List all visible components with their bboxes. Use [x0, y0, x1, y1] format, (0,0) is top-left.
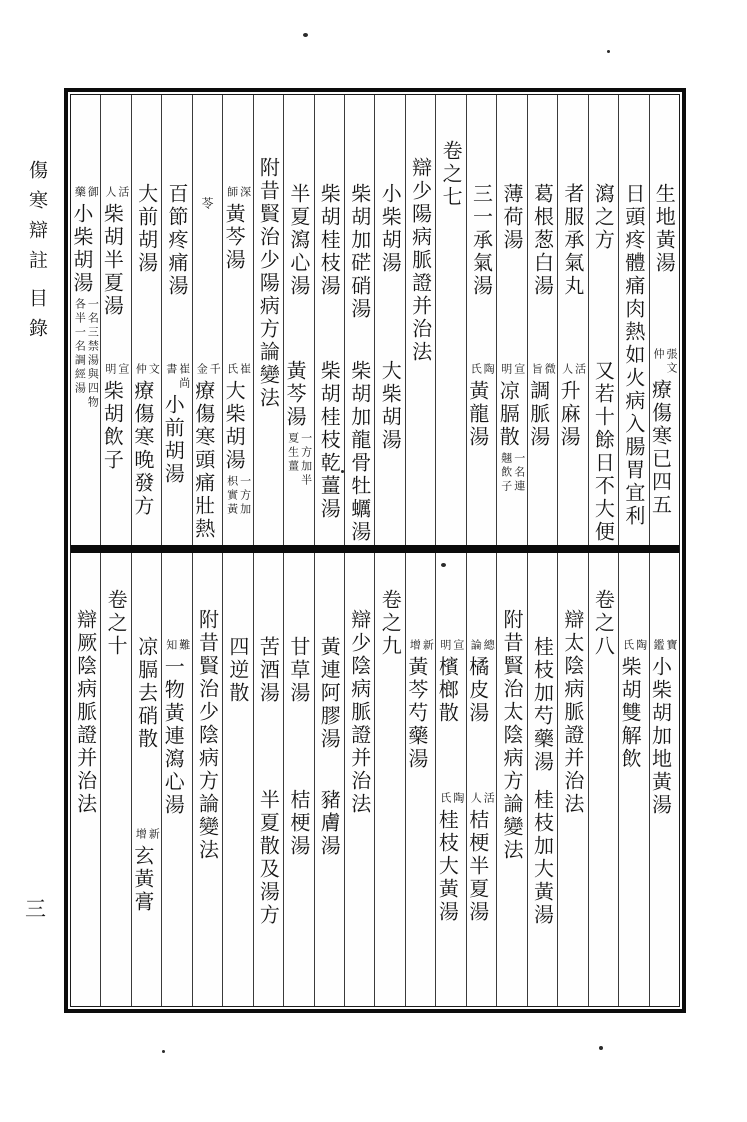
- toc-entry: [591, 360, 616, 544]
- toc-entry: [73, 609, 98, 816]
- annotation-text: 知: [164, 639, 178, 653]
- rx-text: 瀉之方: [591, 183, 616, 252]
- margin-section-label: 目錄: [26, 288, 48, 348]
- annotation-text: 總: [482, 639, 496, 653]
- scan-speck: [162, 1050, 165, 1053]
- toc-entry: [469, 183, 494, 298]
- annotation-pair: [500, 452, 526, 494]
- annotation-text: 崔: [238, 363, 252, 377]
- toc-column: [161, 95, 191, 545]
- toc-entry: [134, 636, 159, 751]
- rx-text: 凉膈散: [496, 380, 521, 449]
- toc-entry: [404, 636, 435, 771]
- toc-entry: [286, 636, 311, 705]
- toc-column: [496, 553, 526, 1006]
- toc-entry: [198, 197, 217, 211]
- rx-text: 大柴胡湯: [222, 380, 247, 472]
- rx-text: 三一承氣湯: [469, 183, 494, 298]
- toc-column: [405, 95, 435, 545]
- toc-column: [496, 95, 526, 545]
- toc-entry: [191, 360, 222, 541]
- toc-upper-half: [71, 95, 679, 545]
- rx-text: 柴胡雙解飲: [618, 656, 643, 771]
- annotation-pair: [165, 363, 191, 391]
- rx-text: 黃芩湯: [222, 203, 247, 272]
- annotation-text: 陶: [634, 639, 648, 653]
- toc-entry: [163, 636, 191, 817]
- annotation-text: 明: [438, 639, 452, 653]
- annotation-text: 氏: [225, 363, 239, 377]
- toc-entry: [256, 636, 281, 705]
- rx-text: 玄黃膏: [130, 845, 155, 914]
- half-divider: [71, 545, 679, 553]
- annotation-text: 深: [238, 186, 252, 200]
- toc-column: [618, 553, 648, 1006]
- rx-text: 豬膚湯: [317, 789, 342, 858]
- annotation-text: 氏: [621, 639, 635, 653]
- toc-entry: [530, 636, 555, 774]
- small-note: 苓: [199, 197, 214, 211]
- toc-column: [314, 95, 344, 545]
- rx-text: 小柴胡加地黃湯: [648, 656, 673, 817]
- annotation-pair: [226, 186, 252, 200]
- toc-column: [71, 95, 100, 545]
- toc-entry: [437, 789, 465, 924]
- rx-text: 小柴胡湯: [69, 203, 94, 295]
- rx-text: 柴胡桂枝湯: [317, 183, 342, 298]
- rx-text: 辯少陰病脈證并治法: [347, 609, 372, 816]
- toc-entry: [378, 360, 403, 452]
- toc-entry: [620, 636, 648, 771]
- annotation-text: 明: [499, 363, 513, 377]
- toc-entry: [102, 183, 130, 318]
- toc-column: [649, 95, 679, 545]
- rx-text: 黃連阿膠湯: [317, 636, 342, 751]
- toc-column: [435, 553, 465, 1006]
- annotation-text: 一方加半: [299, 432, 313, 488]
- rx-text: 療傷寒晚發方: [130, 380, 155, 518]
- toc-entry: [591, 589, 616, 658]
- annotation-text: 崔尚: [177, 363, 191, 391]
- toc-entry: [648, 636, 679, 817]
- rx-text: 檳榔散: [435, 656, 460, 725]
- annotation-text: 寶: [665, 639, 679, 653]
- annotation-text: 人: [560, 363, 574, 377]
- toc-entry: [104, 589, 129, 658]
- rx-text: 桂枝加芍藥湯: [530, 636, 555, 774]
- annotation-text: 宣: [116, 363, 130, 377]
- annotation-pair: [73, 186, 99, 200]
- rx-text: 苦酒湯: [256, 636, 281, 705]
- annotation-text: 增: [134, 828, 148, 842]
- book-frame: [64, 88, 686, 1013]
- annotation-text: 張文: [665, 348, 679, 376]
- toc-entry: [652, 183, 677, 275]
- rx-text: 附昔賢治少陰病方論變法: [195, 609, 220, 862]
- annotation-pair: [469, 792, 495, 806]
- annotation-text: 論: [469, 639, 483, 653]
- toc-entry: [224, 360, 252, 520]
- annotation-text: 仲: [134, 363, 148, 377]
- rx-text: 卷之七: [439, 140, 464, 209]
- annotation-text: 金: [195, 363, 209, 377]
- toc-column: [557, 95, 587, 545]
- annotation-text: 枳實黃: [225, 475, 239, 517]
- rx-text: 日頭疼體痛肉熱如火病入腸胃宜利: [621, 183, 646, 528]
- rx-text: 柴胡加硭硝湯: [347, 183, 372, 321]
- toc-column: [466, 95, 496, 545]
- toc-entry: [465, 789, 496, 924]
- annotation-text: 御: [86, 186, 100, 200]
- toc-entry: [560, 609, 585, 816]
- annotation-text: 藥: [73, 186, 87, 200]
- annotation-pair: [530, 363, 556, 377]
- toc-column: [344, 553, 374, 1006]
- toc-entry: [437, 636, 465, 725]
- toc-entry: [163, 360, 191, 486]
- annotation-pair: [73, 298, 99, 410]
- annotation-text: 鑑: [652, 639, 666, 653]
- rx-text: 大柴胡湯: [378, 360, 403, 452]
- scan-speck: [341, 470, 344, 473]
- toc-entry: [559, 360, 587, 449]
- toc-entry: [286, 183, 311, 298]
- toc-column: [131, 553, 161, 1006]
- annotation-text: 師: [225, 186, 239, 200]
- toc-column: [253, 95, 283, 545]
- annotation-text: 仲: [652, 348, 666, 362]
- toc-entry: [498, 360, 526, 497]
- annotation-pair: [226, 363, 252, 377]
- annotation-text: 一名三禁湯與四物: [86, 298, 100, 410]
- rx-text: 小前胡湯: [161, 394, 186, 486]
- toc-column: [344, 95, 374, 545]
- toc-entry: [648, 345, 679, 517]
- toc-entry: [526, 360, 557, 449]
- rx-text: 葛根葱白湯: [530, 183, 555, 298]
- annotation-text: 翹飲子: [499, 452, 513, 494]
- toc-column: [192, 95, 222, 545]
- annotation-pair: [226, 475, 252, 517]
- toc-column: [100, 553, 130, 1006]
- annotation-text: 宣: [451, 639, 465, 653]
- rx-text: 半夏瀉心湯: [286, 183, 311, 298]
- rx-text: 又若十餘日不大便: [591, 360, 616, 544]
- toc-entry: [225, 636, 250, 705]
- toc-entry: [256, 157, 281, 410]
- toc-entry: [502, 609, 522, 862]
- toc-entry: [130, 360, 161, 518]
- toc-entry: [102, 360, 130, 472]
- rx-text: 辯厥陰病脈證并治法: [73, 609, 98, 816]
- toc-entry: [465, 636, 496, 725]
- toc-column: [283, 95, 313, 545]
- scan-speck: [599, 1046, 603, 1050]
- toc-column: [71, 553, 100, 1006]
- annotation-pair: [439, 792, 465, 806]
- toc-entry: [591, 183, 616, 252]
- rx-text: 一物黃連瀉心湯: [161, 656, 186, 817]
- rx-text: 四逆散: [225, 636, 250, 705]
- annotation-text: 文: [147, 363, 161, 377]
- rx-text: 療傷寒已四五: [648, 379, 673, 517]
- annotation-text: 新: [147, 828, 161, 842]
- annotation-text: 千: [208, 363, 222, 377]
- rx-text: 百節疼痛湯: [165, 183, 190, 298]
- annotation-text: 人: [103, 186, 117, 200]
- rx-text: 卷之八: [591, 589, 616, 658]
- toc-entry: [439, 140, 464, 209]
- toc-entry: [165, 183, 190, 298]
- annotation-text: 增: [408, 639, 422, 653]
- rx-text: 者服承氣丸: [560, 183, 585, 298]
- rx-text: 薄荷湯: [500, 183, 524, 252]
- toc-entry: [347, 609, 372, 816]
- toc-entry: [224, 183, 252, 272]
- toc-column: [192, 553, 222, 1006]
- annotation-pair: [104, 363, 130, 377]
- toc-column: [314, 553, 344, 1006]
- rx-text: 附昔賢治少陽病方論變法: [256, 157, 281, 410]
- toc-column: [374, 553, 404, 1006]
- toc-entry: [347, 360, 372, 544]
- toc-column: [131, 95, 161, 545]
- annotation-pair: [165, 639, 191, 653]
- toc-column: [527, 95, 557, 545]
- toc-column: [222, 95, 252, 545]
- rx-text: 療傷寒頭痛壯熱: [191, 380, 216, 541]
- annotation-text: 微: [543, 363, 557, 377]
- rx-text: 桂枝大黃湯: [435, 809, 460, 924]
- rx-text: 半夏散及湯方: [256, 789, 281, 927]
- rx-text: 柴胡加龍骨牡蠣湯: [347, 360, 372, 544]
- rx-text: 甘草湯: [286, 636, 311, 705]
- toc-entry: [317, 360, 342, 521]
- toc-lower-half: [71, 553, 679, 1006]
- annotation-pair: [287, 432, 313, 488]
- annotation-pair: [561, 363, 587, 377]
- annotation-pair: [622, 639, 648, 653]
- folio-number: 三: [25, 897, 46, 921]
- toc-column: [527, 553, 557, 1006]
- toc-entry: [502, 183, 522, 252]
- rx-text: 辯太陰病脈證并治法: [560, 609, 585, 816]
- toc-entry: [378, 589, 403, 658]
- annotation-pair: [439, 639, 465, 653]
- toc-entry: [317, 183, 342, 298]
- toc-column: [649, 553, 679, 1006]
- rx-text: 卷之十: [104, 589, 129, 658]
- annotation-pair: [652, 348, 678, 376]
- toc-column: [466, 553, 496, 1006]
- annotation-text: 旨: [530, 363, 544, 377]
- toc-entry: [317, 636, 342, 751]
- rx-text: 柴胡半夏湯: [100, 203, 125, 318]
- annotation-pair: [408, 639, 434, 653]
- annotation-text: 宣: [512, 363, 526, 377]
- annotation-pair: [652, 639, 678, 653]
- toc-entry: [347, 183, 372, 321]
- scan-speck: [441, 563, 446, 567]
- toc-entry: [256, 789, 281, 927]
- toc-column: [222, 553, 252, 1006]
- toc-entry: [285, 360, 313, 491]
- scan-speck: [303, 33, 308, 37]
- annotation-text: 難: [177, 639, 191, 653]
- toc-column: [588, 553, 618, 1006]
- toc-column: [435, 95, 465, 545]
- rx-text: 辯少陽病脈證并治法: [408, 157, 433, 364]
- toc-entry: [530, 183, 555, 298]
- rx-text: 小柴胡湯: [378, 183, 403, 275]
- toc-column: [283, 553, 313, 1006]
- rx-text: 卷之九: [378, 589, 403, 658]
- toc-entry: [286, 789, 311, 858]
- rx-text: 調脈湯: [526, 380, 551, 449]
- annotation-text: 氏: [438, 792, 452, 806]
- toc-entry: [130, 825, 161, 914]
- annotation-pair: [195, 363, 221, 377]
- rx-text: 生地黃湯: [652, 183, 677, 275]
- toc-column: [161, 553, 191, 1006]
- rx-text: 柴胡飲子: [100, 380, 125, 472]
- scan-speck: [607, 50, 610, 53]
- rx-text: 桂枝加大黃湯: [530, 789, 555, 927]
- toc-column: [618, 95, 648, 545]
- toc-entry: [560, 183, 585, 298]
- book-title-margin: 傷寒辯註: [26, 160, 48, 280]
- annotation-pair: [469, 639, 495, 653]
- annotation-text: 氏: [469, 363, 483, 377]
- rx-text: 桔梗半夏湯: [465, 809, 490, 924]
- rx-text: 橘皮湯: [465, 656, 490, 725]
- rx-text: 黃龍湯: [465, 380, 490, 449]
- toc-entry: [317, 789, 342, 858]
- annotation-text: 活: [573, 363, 587, 377]
- annotation-text: 一方加: [238, 475, 252, 517]
- annotation-text: 書: [164, 363, 178, 377]
- toc-entry: [69, 183, 100, 413]
- toc-entry: [465, 360, 496, 449]
- annotation-pair: [469, 363, 495, 377]
- annotation-text: 陶: [482, 363, 496, 377]
- toc-column: [405, 553, 435, 1006]
- rx-text: 桔梗湯: [286, 789, 311, 858]
- rx-text: 附昔賢治太陰病方論變法: [500, 609, 524, 862]
- toc-column: [253, 553, 283, 1006]
- rx-text: 黃芩芍藥湯: [404, 656, 429, 771]
- rx-text: 凉膈去硝散: [134, 636, 159, 751]
- toc-entry: [408, 157, 433, 364]
- toc-entry: [621, 183, 646, 528]
- rx-text: 黃芩湯: [283, 360, 308, 429]
- annotation-text: 一名連: [512, 452, 526, 494]
- annotation-text: 活: [482, 792, 496, 806]
- toc-entry: [134, 183, 159, 275]
- toc-entry: [378, 183, 403, 275]
- toc-column: [100, 95, 130, 545]
- rx-text: 升麻湯: [557, 380, 582, 449]
- rx-text: 柴胡桂枝乾薑湯: [317, 360, 342, 521]
- toc-column: [374, 95, 404, 545]
- toc-entry: [195, 609, 220, 862]
- toc-column: [588, 95, 618, 545]
- toc-column: [557, 553, 587, 1006]
- annotation-pair: [134, 363, 160, 377]
- annotation-pair: [134, 828, 160, 842]
- rx-text: 大前胡湯: [134, 183, 159, 275]
- annotation-text: 人: [469, 792, 483, 806]
- annotation-text: 明: [103, 363, 117, 377]
- annotation-text: 各半一名調經湯: [73, 298, 87, 396]
- annotation-pair: [104, 186, 130, 200]
- toc-entry: [530, 789, 555, 927]
- annotation-text: 活: [116, 186, 130, 200]
- annotation-text: 夏生薑: [286, 432, 300, 474]
- frame-inner: [70, 94, 680, 1007]
- annotation-text: 新: [421, 639, 435, 653]
- annotation-pair: [500, 363, 526, 377]
- annotation-text: 陶: [451, 792, 465, 806]
